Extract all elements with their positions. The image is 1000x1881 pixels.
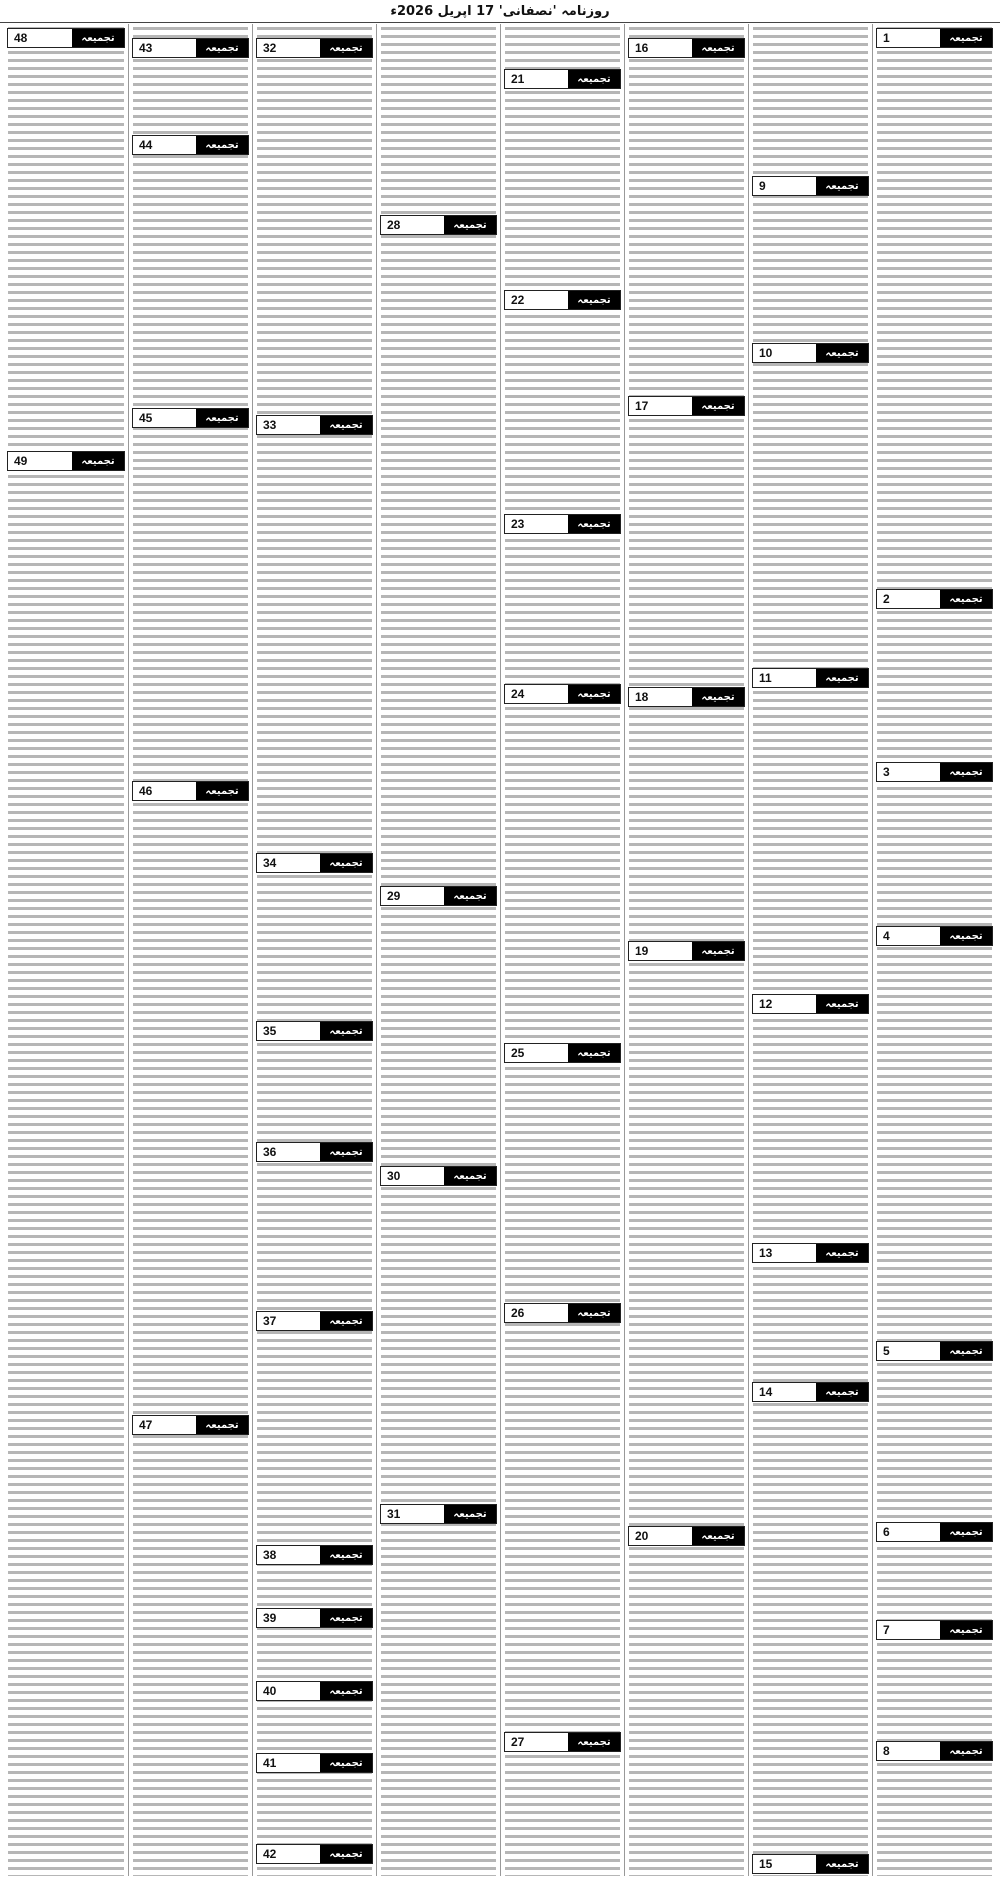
notice-number: 25 <box>511 1046 525 1060</box>
notice-number: 35 <box>263 1024 277 1038</box>
notice-header <box>256 853 373 873</box>
notice-label: تجمیعہ <box>568 1733 620 1751</box>
notice-header <box>380 215 497 235</box>
notice-number: 49 <box>14 454 28 468</box>
notice-number: 20 <box>635 1529 649 1543</box>
notice-header <box>628 1526 745 1546</box>
column-c7 <box>128 24 252 1876</box>
notice-header <box>504 1732 621 1752</box>
notice-label: تجمیعہ <box>320 1609 372 1627</box>
notice-label: تجمیعہ <box>196 136 248 154</box>
notice-label: تجمیعہ <box>444 1167 496 1185</box>
notice-number: 30 <box>387 1169 401 1183</box>
notice-label: تجمیعہ <box>320 1845 372 1863</box>
column-c8 <box>4 24 128 1876</box>
notice-label: تجمیعہ <box>444 1505 496 1523</box>
notice-header <box>7 451 125 471</box>
column-c6 <box>252 24 376 1876</box>
notice-number: 15 <box>759 1857 773 1871</box>
notice-number: 28 <box>387 218 401 232</box>
notice-label: تجمیعہ <box>940 29 992 47</box>
notice-label: تجمیعہ <box>196 782 248 800</box>
column-text-body <box>133 24 248 1876</box>
notice-label: تجمیعہ <box>816 1244 868 1262</box>
notice-number: 41 <box>263 1756 277 1770</box>
notice-number: 44 <box>139 138 153 152</box>
notice-number: 32 <box>263 41 277 55</box>
notice-header <box>752 1243 869 1263</box>
column-c2 <box>748 24 872 1876</box>
notice-header <box>504 69 621 89</box>
notice-header <box>256 1608 373 1628</box>
notice-header <box>504 1043 621 1063</box>
notice-number: 38 <box>263 1548 277 1562</box>
notice-label: تجمیعہ <box>816 669 868 687</box>
notice-number: 22 <box>511 293 525 307</box>
notice-number: 40 <box>263 1684 277 1698</box>
notice-number: 27 <box>511 1735 525 1749</box>
notice-number: 12 <box>759 997 773 1011</box>
notice-label: تجمیعہ <box>72 29 124 47</box>
notice-header <box>876 1620 993 1640</box>
notice-header <box>132 1415 249 1435</box>
notice-header <box>752 1854 869 1874</box>
notice-header <box>256 1021 373 1041</box>
notice-label: تجمیعہ <box>940 927 992 945</box>
notice-label: تجمیعہ <box>320 854 372 872</box>
notice-header <box>628 396 745 416</box>
notice-number: 19 <box>635 944 649 958</box>
notice-label: تجمیعہ <box>320 1022 372 1040</box>
notice-number: 18 <box>635 690 649 704</box>
notice-label: تجمیعہ <box>816 1383 868 1401</box>
notice-number: 11 <box>759 671 772 685</box>
notice-number: 29 <box>387 889 401 903</box>
notice-number: 10 <box>759 346 773 360</box>
column-c1 <box>872 24 996 1876</box>
notice-number: 48 <box>14 31 28 45</box>
notice-number: 14 <box>759 1385 773 1399</box>
column-text-body <box>877 24 992 1876</box>
notice-header <box>876 762 993 782</box>
notice-label: تجمیعہ <box>692 397 744 415</box>
notice-number: 5 <box>883 1344 890 1358</box>
notice-header <box>380 1504 497 1524</box>
notice-label: تجمیعہ <box>816 1855 868 1873</box>
notice-number: 21 <box>511 72 525 86</box>
notice-label: تجمیعہ <box>320 1143 372 1161</box>
masthead-title: روزنامہ 'نصفانی' 17 اپریل 2026ء <box>390 3 610 19</box>
notice-label: تجمیعہ <box>940 763 992 781</box>
notice-label: تجمیعہ <box>940 590 992 608</box>
notice-header <box>876 1341 993 1361</box>
notice-header <box>876 1522 993 1542</box>
notice-label: تجمیعہ <box>692 39 744 57</box>
notice-header <box>7 28 125 48</box>
notice-label: تجمیعہ <box>196 1416 248 1434</box>
notice-label: تجمیعہ <box>320 1312 372 1330</box>
notice-number: 13 <box>759 1246 773 1260</box>
notice-number: 8 <box>883 1744 890 1758</box>
notice-number: 17 <box>635 399 649 413</box>
notice-label: تجمیعہ <box>692 1527 744 1545</box>
notice-label: تجمیعہ <box>940 1742 992 1760</box>
notice-header <box>628 38 745 58</box>
notice-number: 6 <box>883 1525 890 1539</box>
notice-header <box>132 408 249 428</box>
notice-header <box>256 1681 373 1701</box>
notice-header <box>132 38 249 58</box>
notice-number: 24 <box>511 687 525 701</box>
notice-label: تجمیعہ <box>940 1523 992 1541</box>
notice-header <box>256 1753 373 1773</box>
notice-number: 45 <box>139 411 153 425</box>
notice-number: 37 <box>263 1314 277 1328</box>
column-text-body <box>8 24 124 1876</box>
notice-number: 9 <box>759 179 766 193</box>
notice-number: 16 <box>635 41 649 55</box>
notice-header <box>256 1311 373 1331</box>
notice-label: تجمیعہ <box>816 344 868 362</box>
notice-label: تجمیعہ <box>568 685 620 703</box>
notice-header <box>504 290 621 310</box>
notice-label: تجمیعہ <box>320 1682 372 1700</box>
classified-columns <box>4 24 996 1876</box>
notice-header <box>380 1166 497 1186</box>
notice-number: 2 <box>883 592 890 606</box>
notice-label: تجمیعہ <box>816 995 868 1013</box>
notice-label: تجمیعہ <box>940 1342 992 1360</box>
notice-label: تجمیعہ <box>196 409 248 427</box>
notice-header <box>504 514 621 534</box>
notice-number: 33 <box>263 418 277 432</box>
notice-label: تجمیعہ <box>444 216 496 234</box>
notice-label: تجمیعہ <box>692 942 744 960</box>
column-text-body <box>753 24 868 1876</box>
notice-number: 7 <box>883 1623 890 1637</box>
notice-label: تجمیعہ <box>320 416 372 434</box>
masthead <box>0 0 1000 23</box>
notice-label: تجمیعہ <box>568 1044 620 1062</box>
column-c3 <box>624 24 748 1876</box>
notice-label: تجمیعہ <box>940 1621 992 1639</box>
column-text-body <box>257 24 372 1876</box>
notice-header <box>628 941 745 961</box>
notice-number: 26 <box>511 1306 525 1320</box>
column-c5 <box>376 24 500 1876</box>
notice-header <box>752 343 869 363</box>
notice-header <box>256 1142 373 1162</box>
notice-label: تجمیعہ <box>568 1304 620 1322</box>
notice-label: تجمیعہ <box>196 39 248 57</box>
notice-label: تجمیعہ <box>816 177 868 195</box>
notice-header <box>752 1382 869 1402</box>
notice-label: تجمیعہ <box>72 452 124 470</box>
notice-header <box>876 28 993 48</box>
notice-number: 3 <box>883 765 890 779</box>
notice-header <box>256 38 373 58</box>
notice-header <box>256 1844 373 1864</box>
notice-number: 36 <box>263 1145 277 1159</box>
column-text-body <box>381 24 496 1876</box>
notice-header <box>256 415 373 435</box>
notice-header <box>752 668 869 688</box>
notice-label: تجمیعہ <box>320 1754 372 1772</box>
notice-header <box>876 1741 993 1761</box>
notice-header <box>628 687 745 707</box>
notice-number: 46 <box>139 784 153 798</box>
notice-label: تجمیعہ <box>568 515 620 533</box>
notice-number: 42 <box>263 1847 277 1861</box>
notice-number: 23 <box>511 517 525 531</box>
notice-number: 34 <box>263 856 277 870</box>
notice-header <box>380 886 497 906</box>
notice-header <box>132 781 249 801</box>
notice-header <box>876 589 993 609</box>
notice-header <box>256 1545 373 1565</box>
notice-header <box>132 135 249 155</box>
column-c4 <box>500 24 624 1876</box>
notice-header <box>504 1303 621 1323</box>
notice-header <box>504 684 621 704</box>
notice-header <box>876 926 993 946</box>
notice-header <box>752 994 869 1014</box>
notice-number: 39 <box>263 1611 277 1625</box>
notice-label: تجمیعہ <box>692 688 744 706</box>
notice-number: 43 <box>139 41 153 55</box>
notice-number: 31 <box>387 1507 401 1521</box>
notice-label: تجمیعہ <box>568 70 620 88</box>
notice-header <box>752 176 869 196</box>
notice-label: تجمیعہ <box>320 39 372 57</box>
notice-number: 47 <box>139 1418 153 1432</box>
notice-label: تجمیعہ <box>444 887 496 905</box>
notice-number: 1 <box>883 31 890 45</box>
notice-label: تجمیعہ <box>320 1546 372 1564</box>
notice-label: تجمیعہ <box>568 291 620 309</box>
notice-number: 4 <box>883 929 890 943</box>
